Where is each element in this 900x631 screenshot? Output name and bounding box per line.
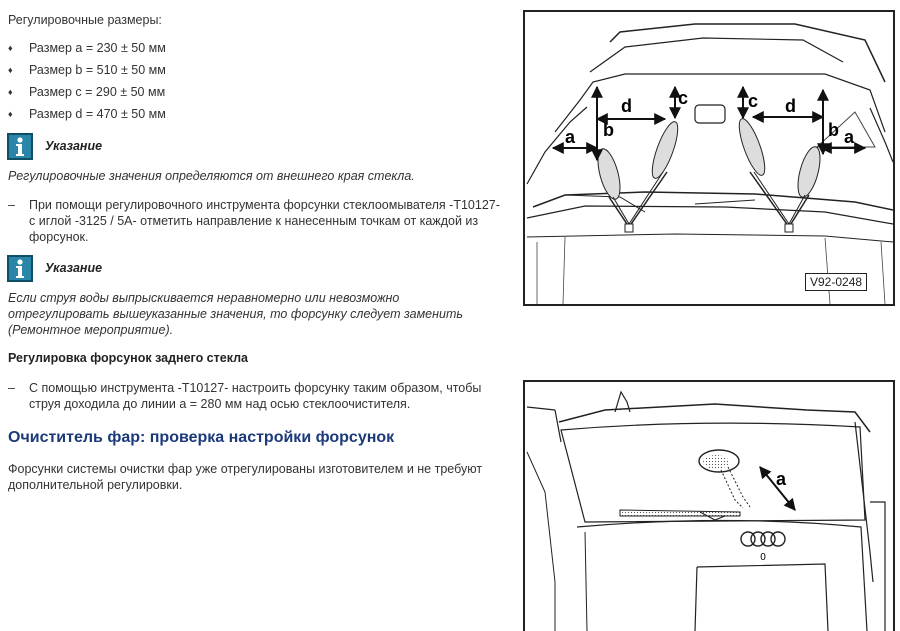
step-text — [29, 197, 500, 245]
info-icon — [7, 255, 33, 282]
rear-window-figure — [523, 380, 895, 631]
list-item-label: Размер b = 510 ± 50 мм — [29, 63, 166, 77]
windscreen-figure — [523, 10, 895, 306]
dim-label-d-right: d — [785, 96, 796, 116]
dim-label-d: d — [621, 96, 632, 116]
bullet-icon: ♦ — [8, 109, 13, 119]
step-text — [29, 380, 481, 412]
step-line: с иглой -3125 / 5A- отметить направление к нанесенным точкам от каждой из — [29, 214, 479, 228]
list-item-label: Размер a = 230 ± 50 мм — [29, 41, 166, 55]
note-title: Указание — [45, 139, 103, 153]
dash-marker: – — [8, 198, 15, 212]
note-text — [8, 290, 463, 338]
rear-window-diagram — [525, 382, 893, 631]
step-line: струя доходила до линии a = 280 мм над осью стеклоочистителя. — [29, 397, 411, 411]
body-line: Форсунки системы очистки фар уже отрегулированы изготовителем и не требуют — [8, 462, 483, 476]
windscreen-diagram — [525, 12, 893, 304]
dim-label-c: c — [678, 88, 689, 108]
section-title: Регулировка форсунок заднего стекла — [8, 351, 249, 365]
note-title: Указание — [45, 261, 103, 275]
note-line: (Ремонтное мероприятие). — [8, 323, 174, 337]
dim-label-c-right: c — [748, 91, 759, 111]
step-line: При помощи регулировочного инструмента форсунки стеклоомывателя -T10127- — [29, 198, 500, 212]
body-line: дополнительной регулировки. — [8, 478, 183, 492]
figure-code: V92-0248 — [805, 273, 867, 291]
dim-label-a: a — [565, 127, 576, 147]
adjust-heading: Регулировочные размеры: — [8, 13, 162, 27]
page-section-title: Очиститель фар: проверка настройки форсунок — [8, 429, 395, 446]
bullet-icon: ♦ — [8, 87, 13, 97]
section-body — [8, 461, 482, 493]
bullet-icon: ♦ — [8, 43, 13, 53]
dim-label-b-right: b — [828, 120, 839, 140]
note-text: Регулировочные значения определяются от внешнего края стекла. — [8, 169, 415, 183]
dash-marker: – — [8, 381, 15, 395]
handle-marker: 0 — [760, 552, 766, 563]
bullet-icon: ♦ — [8, 65, 13, 75]
note-line: отрегулировать вышеуказанные значения, то форсунку следует заменить — [8, 307, 463, 321]
step-line: С помощью инструмента -T10127- настроить форсунку таким образом, чтобы — [29, 381, 482, 395]
note-line: Если струя воды выпрыскивается неравномерно или невозможно — [8, 291, 400, 305]
info-icon — [7, 133, 33, 160]
list-item-label: Размер d = 470 ± 50 мм — [29, 107, 166, 121]
step-line: форсунок. — [29, 230, 89, 244]
dim-label-b: b — [603, 120, 614, 140]
dim-label-a-right: a — [844, 127, 855, 147]
dim-label-a: a — [776, 469, 787, 489]
list-item-label: Размер c = 290 ± 50 мм — [29, 85, 166, 99]
